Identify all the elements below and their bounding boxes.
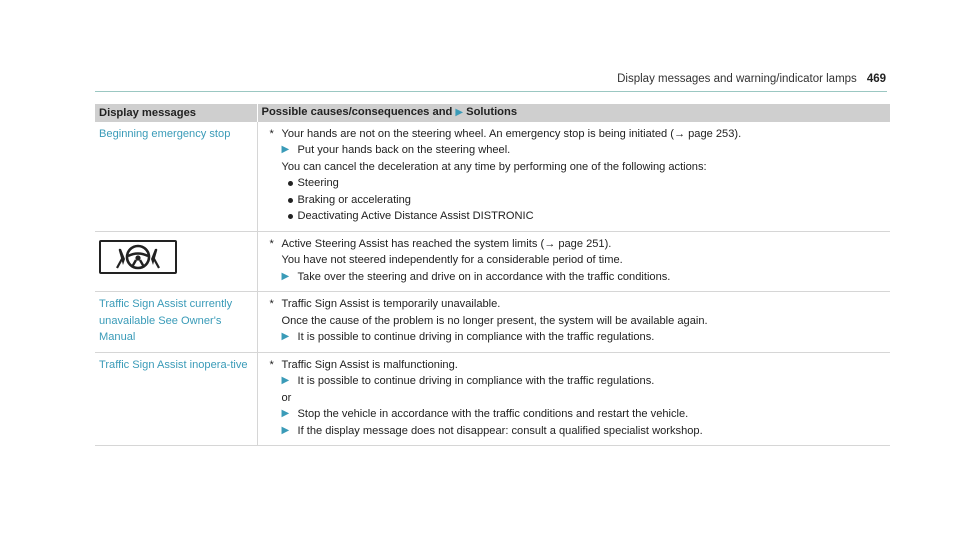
action-text: It is possible to continue driving in compliance with the traffic regulations.	[297, 375, 655, 387]
cause-text: Active Steering Assist has reached the system limits (→ page 251).	[281, 237, 612, 250]
solutions-arrow-icon: ▶	[455, 107, 464, 118]
action-arrow-icon: ▶	[281, 375, 290, 386]
message-cell	[95, 122, 257, 232]
info-text: You can cancel the deceleration at any time by performing one of the following actions:	[281, 160, 707, 173]
table-header-row	[95, 104, 890, 122]
header-rule	[95, 91, 887, 92]
cause-cell: * Traffic Sign Assist is temporarily unavailable. Once the cause of the problem is no longer present, the system will be available again. ▶ It is possible to continue driving in compliance with the traffic regulations.	[257, 292, 890, 353]
info-text: You have not steered independently for a considerable period of time.	[281, 254, 623, 266]
col-display-messages: Display messages	[95, 104, 257, 122]
bullet-text: Deactivating Active Distance Assist DISTRONIC	[297, 210, 534, 222]
message-cell	[95, 292, 257, 353]
page-number: 469	[866, 73, 886, 85]
cause-cell: * Active Steering Assist has reached the system limits (→ page 251). You have not steered independently for a considerable period of time. ▶ Take over the steering and drive on in accordance with the traffic conditions.	[257, 231, 890, 292]
cause-cell: * Traffic Sign Assist is malfunctioning. ▶ It is possible to continue driving in compliance with the traffic regulations. or ▶ Stop the vehicle in accordance with the traffic conditions and restart the vehicle. ▶ If the display message does not disappear: consult a qualified specialist workshop.	[257, 352, 890, 446]
cause-cell: * Your hands are not on the steering wheel. An emergency stop is being initiated (→ page 253). ▶ Put your hands back on the steering wheel. You can cancel the deceleration at any time by performing one of the following actions: Steering Braking or accelerating Deactivating Active Distance Assist DISTRONIC	[257, 122, 890, 232]
action-arrow-icon: ▶	[281, 424, 290, 436]
action-arrow-icon: ▶	[281, 270, 290, 282]
action-arrow-icon: ▶	[281, 144, 290, 155]
action-text: It is possible to continue driving in compliance with the traffic regulations.	[297, 331, 655, 343]
section-title: Display messages and warning/indicator lamps	[617, 73, 857, 85]
cause-text: Traffic Sign Assist is malfunctioning.	[281, 358, 458, 371]
action-arrow-icon: ▶	[281, 331, 290, 342]
col-causes-label: Possible causes/consequences and	[261, 106, 453, 118]
hands-on-steering-wheel-icon	[99, 240, 177, 274]
col-causes-solutions	[257, 104, 890, 122]
bullet-text: Braking or accelerating	[297, 193, 411, 206]
action-text: Take over the steering and drive on in accordance with the traffic conditions.	[297, 270, 671, 283]
cause-text: Your hands are not on the steering wheel. An emergency stop is being initiated (→ page 253).	[281, 127, 742, 140]
info-text: Once the cause of the problem is no longer present, the system will be available again.	[281, 314, 708, 327]
bullet-icon	[288, 198, 293, 203]
display-message: Traffic Sign Assist inopera-tive	[99, 358, 248, 371]
action-text: If the display message does not disappear: consult a qualified specialist workshop.	[297, 424, 703, 437]
col-solutions-label: Solutions	[466, 106, 518, 118]
bullet-icon	[288, 181, 293, 186]
action-arrow-icon: ▶	[281, 408, 290, 419]
cause-text: Traffic Sign Assist is temporarily unavailable.	[281, 298, 501, 310]
action-text: Stop the vehicle in accordance with the traffic conditions and restart the vehicle.	[297, 408, 689, 420]
or-text: or	[281, 391, 292, 404]
running-header	[617, 73, 886, 85]
message-cell	[95, 352, 257, 446]
action-text: Put your hands back on the steering wheel.	[297, 144, 511, 156]
steering-wheel-hands-icon	[105, 243, 171, 271]
table-row	[95, 292, 890, 353]
display-message: Traffic Sign Assist currently unavailable See Owner's Manual	[99, 298, 233, 343]
table-row	[95, 122, 890, 232]
table-row	[95, 231, 890, 292]
display-messages-table	[95, 104, 890, 446]
bullet-icon	[288, 214, 293, 219]
display-message: Beginning emergency stop	[99, 127, 231, 140]
message-cell	[95, 231, 257, 292]
table-row	[95, 352, 890, 446]
bullet-text: Steering	[297, 177, 339, 189]
